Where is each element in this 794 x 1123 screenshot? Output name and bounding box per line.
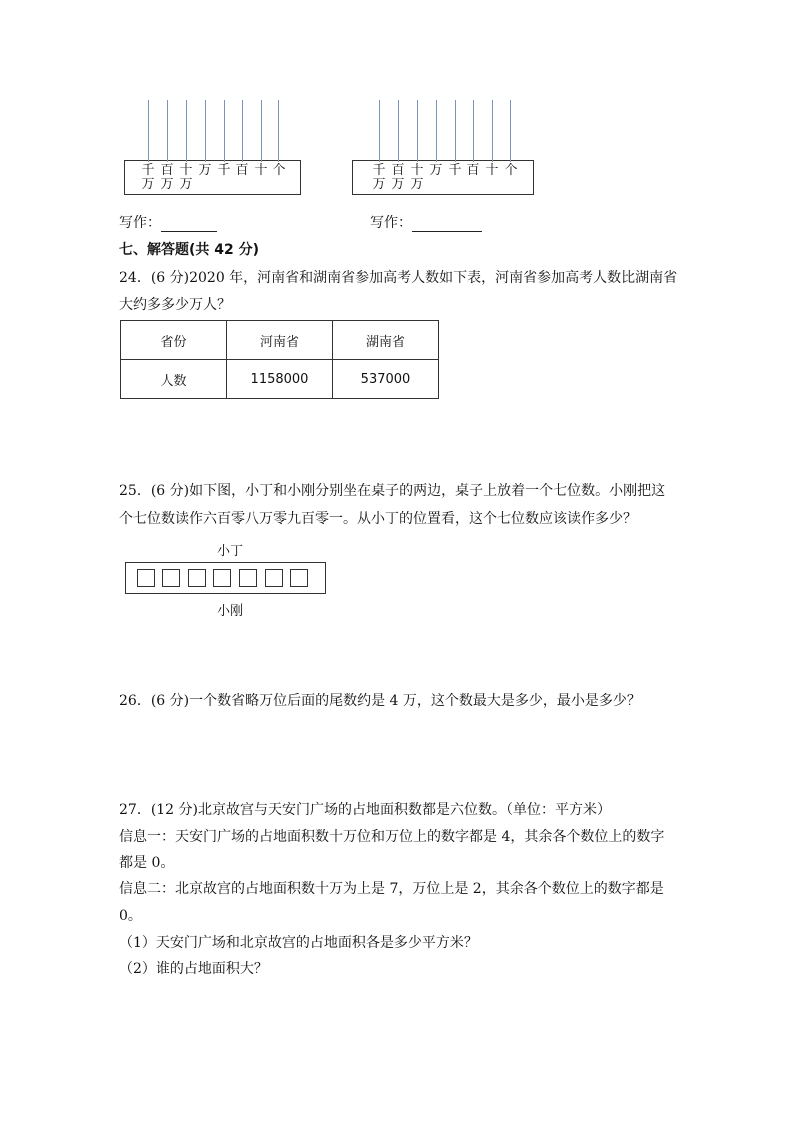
place-label: 百 (235, 163, 249, 178)
abacus-rod (398, 100, 399, 162)
digit-box (290, 569, 308, 587)
table-cell: 湖南省 (333, 321, 439, 360)
digit-box (162, 569, 180, 587)
place-label: 百 (466, 163, 480, 178)
place-label: 百 (391, 163, 405, 178)
abacus-rod (148, 100, 149, 162)
place-label: 千 (141, 163, 155, 178)
abacus-rod (261, 100, 262, 162)
place-label: 万 (372, 177, 386, 192)
q27-text: 27．(12 分)北京故宫与天安门广场的占地面积数都是六位数。（单位：平方米） (119, 802, 612, 818)
person-bottom: 小刚 (217, 604, 244, 619)
abacus-rod (186, 100, 187, 162)
table-cell: 河南省 (227, 321, 333, 360)
q27-text: 信息二：北京故宫的占地面积数十万为上是 7，万位上是 2，其余各个数位上的数字都是 (119, 881, 664, 897)
answer-blank[interactable] (412, 217, 482, 232)
place-label: 万 (179, 177, 193, 192)
write-left (119, 212, 217, 232)
write-label: 写作： (370, 215, 412, 231)
place-label: 个 (504, 163, 518, 178)
table-row (121, 360, 439, 399)
place-label: 万 (198, 163, 212, 178)
q27-text: 信息一：天安门广场的占地面积数十万位和万位上的数字都是 4，其余各个数位上的数字 (119, 829, 665, 845)
abacus-rod (224, 100, 225, 162)
digit-box (213, 569, 231, 587)
q27-subquestion: （1）天安门广场和北京故宫的占地面积各是多少平方米？ (119, 935, 478, 951)
q26-text: 26．(6 分)一个数省略万位后面的尾数约是 4 万，这个数最大是多少，最小是多少？ (119, 693, 641, 709)
abacus-right (352, 100, 537, 196)
table-cell: 537000 (333, 360, 439, 399)
q24-text: 大约多多少万人？ (119, 297, 231, 313)
abacus-rod (242, 100, 243, 162)
place-label: 十 (254, 163, 268, 178)
abacus-rod (167, 100, 168, 162)
q27-text: 都是 0。 (119, 855, 175, 871)
place-label: 千 (448, 163, 462, 178)
q27-text: 0。 (119, 908, 142, 924)
abacus-rod (205, 100, 206, 162)
place-label: 万 (141, 177, 155, 192)
exam-table (120, 320, 439, 399)
table-cell: 1158000 (227, 360, 333, 399)
digit-box (188, 569, 206, 587)
write-label: 写作： (119, 215, 161, 231)
abacus-rod (278, 100, 279, 162)
place-label: 万 (410, 177, 424, 192)
place-label: 万 (391, 177, 405, 192)
write-right (370, 212, 482, 232)
digit-box (265, 569, 283, 587)
q25-text: 25．(6 分)如下图，小丁和小刚分别坐在桌子的两边，桌子上放着一个七位数。小刚把这 (119, 483, 666, 499)
table-cell: 人数 (121, 360, 227, 399)
q24-text: 24．(6 分)2020 年，河南省和湖南省参加高考人数如下表，河南省参加高考人数比湖南省 (119, 270, 678, 286)
place-label: 十 (485, 163, 499, 178)
digit-box (239, 569, 257, 587)
abacus-left (124, 100, 304, 196)
place-label: 千 (217, 163, 231, 178)
q25-text: 个七位数读作六百零八万零九百零一。从小丁的位置看，这个七位数应该读作多少？ (119, 511, 637, 527)
q27-subquestion: （2）谁的占地面积大？ (119, 961, 268, 977)
digit-box (137, 569, 155, 587)
place-label: 千 (372, 163, 386, 178)
section-title: 七、解答题(共 42 分) (119, 242, 260, 258)
place-label: 个 (272, 163, 286, 178)
place-label: 万 (429, 163, 443, 178)
place-label: 百 (160, 163, 174, 178)
person-top: 小丁 (217, 544, 244, 559)
abacus-rod (417, 100, 418, 162)
abacus-rod (510, 100, 511, 162)
abacus-rod (473, 100, 474, 162)
abacus-rod (455, 100, 456, 162)
place-label: 十 (179, 163, 193, 178)
abacus-rod (492, 100, 493, 162)
table-row (121, 321, 439, 360)
answer-blank[interactable] (161, 217, 217, 232)
abacus-rod (436, 100, 437, 162)
abacus-rod (379, 100, 380, 162)
table-cell: 省份 (121, 321, 227, 360)
desk (125, 562, 326, 594)
place-label: 十 (410, 163, 424, 178)
place-label: 万 (160, 177, 174, 192)
